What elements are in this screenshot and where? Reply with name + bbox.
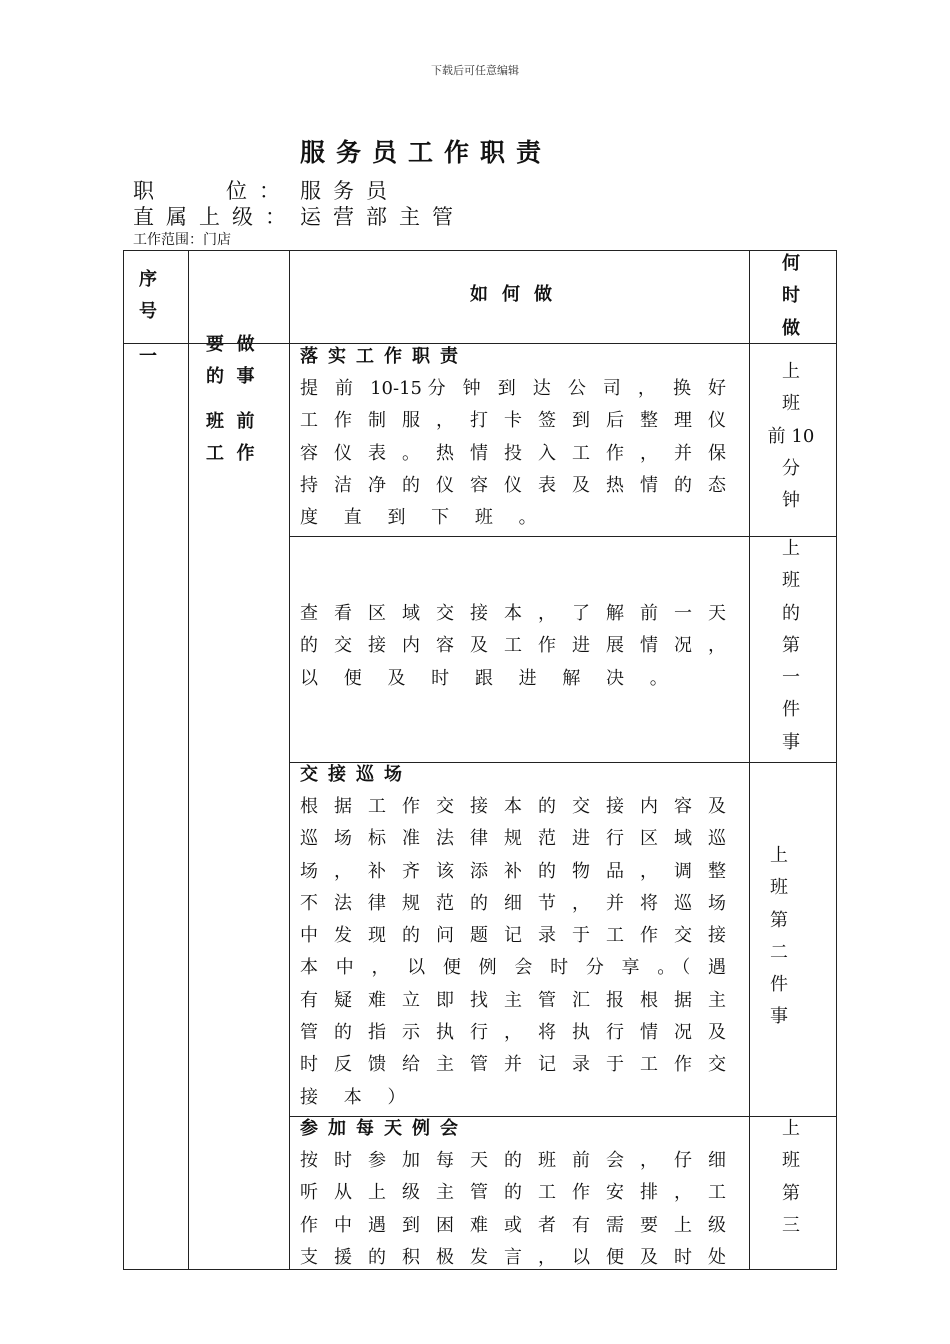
superior-value: 运营部主管 <box>300 205 465 229</box>
document-title: 服务员工作职责 <box>300 138 553 167</box>
position-value: 服务员 <box>300 179 399 203</box>
position-label-suffix: 位： <box>226 179 292 203</box>
superior-label: 直属上级： <box>133 205 298 229</box>
header-how: 如何做 <box>470 284 566 305</box>
section-seq: 一 <box>139 346 167 367</box>
row3-title: 交接巡场 <box>300 764 412 785</box>
section-seq-cell <box>123 343 189 1270</box>
work-scope: 工作范围：门店 <box>133 232 231 248</box>
header-what: 要 做 的 事 <box>206 333 255 387</box>
row3-when: 上 班 第 二 件 事 <box>770 845 788 1028</box>
header-when: 何 时 做 <box>782 253 800 339</box>
row2-body: 查 看 区 域 交 接 本 ， 了 解 前 一 天 的 交 接 内 容 及 工 作 进 展 情 况 ， 以 便 及 时 跟 进 解 决 。 <box>300 603 726 689</box>
row1-body: 提 前 10-15分 钟 到 达 公 司 ， 换 好 工 作 制 服 ， 打 卡 签 到 后 整 理 仪 容 仪 表 。 热 情 投 入 工 作 ， 并 保 持 洁 净 的 仪 容 仪 表 及 热 情 的 态 度 直 到 下 班 。 <box>300 378 726 529</box>
row2-when: 上 班 的 第 一 件 事 <box>782 538 800 753</box>
row4-body: 按 时 参 加 每 天 的 班 前 会 ， 仔 细 听 从 上 级 主 管 的 工 作 安 排 ， 工 作 中 遇 到 困 难 或 者 有 需 要 上 级 支 援 的 积 极 发 言 ， 以 便 及 时 处 <box>300 1150 726 1268</box>
row4-when: 上 班 第 三 <box>782 1118 800 1236</box>
row3-body: 根 据 工 作 交 接 本 的 交 接 内 容 及 巡 场 标 准 法 律 规 范 进 行 区 域 巡 场 ， 补 齐 该 添 补 的 物 品 ， 调 整 不 法 律 规 范 的 细 节 ， 并 将 巡 场 中 发 现 的 问 题 记 录 于 工 作 交 接 本 中 ， 以 便 例 会 时 分 享 。（ 遇 有 疑 难 立 即 找 主 管 汇 报 根 据 主 管 的 指 示 执 行 ， 将 执 行 情 况 及 时 反 馈 给 主 管 并 记 录 于 工 作 交 接 本 ） <box>300 796 726 1108</box>
superior-line <box>133 201 465 231</box>
header-seq: 序 号 <box>139 269 157 323</box>
header-note: 下载后可任意编辑 <box>431 64 519 77</box>
table-bottom-border <box>123 1269 837 1270</box>
row1-title: 落实工作职责 <box>300 346 468 367</box>
section-what: 班 前 工 作 <box>206 410 255 464</box>
position-label: 职 <box>133 179 166 203</box>
row4-title: 参加每天例会 <box>300 1118 468 1139</box>
row1-when: 上 班 前 10 分 钟 <box>767 361 815 512</box>
